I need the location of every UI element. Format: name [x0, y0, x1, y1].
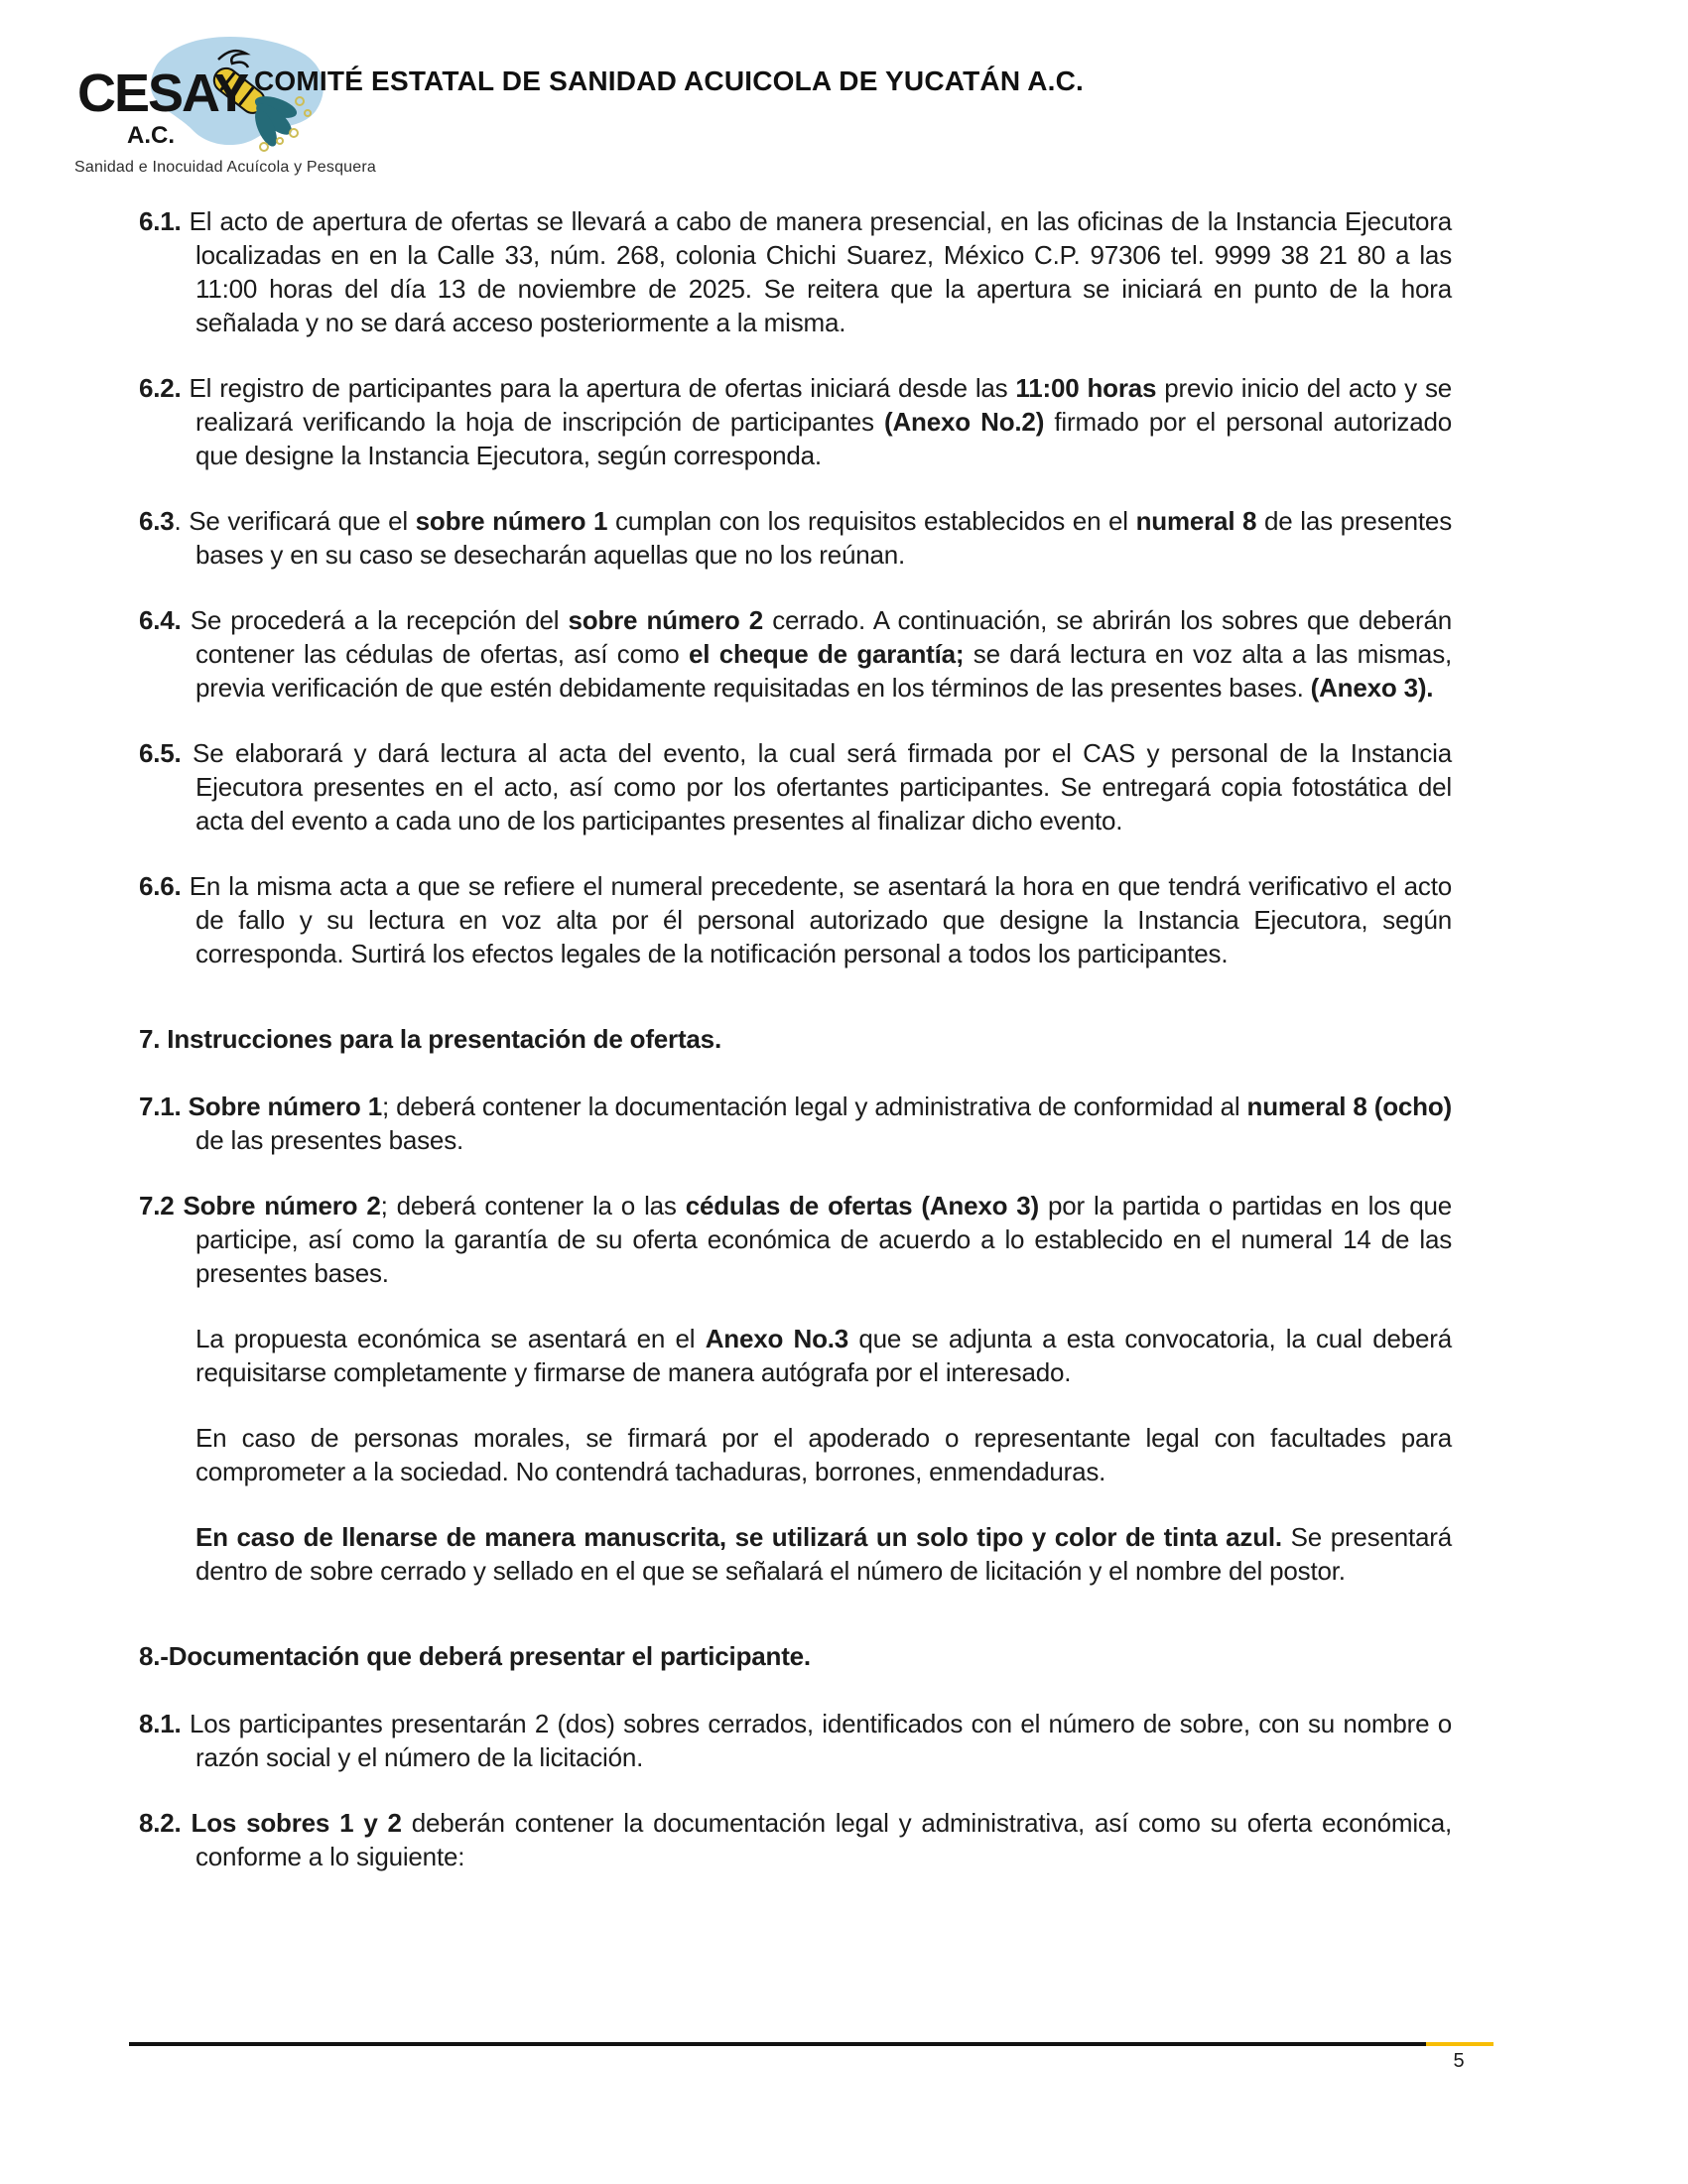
section-heading-7: 7. Instrucciones para la presentación de ofertas.: [139, 1024, 721, 1054]
logo-suffix: A.C.: [127, 122, 175, 149]
paragraph-6-2: 6.2. El registro de participantes para la apertura de ofertas iniciará desde las 11:00 horas previo inicio del acto y se realizará verificando la hoja de inscripción de participantes (Anexo No.2) firmado por el personal autorizado que designe la Instancia Ejecutora, según corresponda.: [139, 373, 1453, 470]
header: [0, 0, 1688, 177]
paragraph-6-3: 6.3. Se verificará que el sobre número 1 cumplan con los requisitos establecidos en el numeral 8 de las presentes bases y en su caso se desecharán aquellas que no los reúnan.: [139, 506, 1452, 570]
paragraph-personas-morales: En caso de personas morales, se firmará por el apoderado o representante legal con facultades para comprometer a la sociedad. No contendrá tachaduras, borrones, enmendaduras.: [195, 1423, 1452, 1486]
paragraph-propuesta-economica: La propuesta económica se asentará en el Anexo No.3 que se adjunta a esta convocatoria, la cual deberá requisitarse completamente y firmarse de manera autógrafa por el interesado.: [195, 1324, 1452, 1387]
page-number: 5: [1453, 2050, 1465, 2072]
paragraph-6-1: 6.1. El acto de apertura de ofertas se llevará a cabo de manera presencial, en las oficinas de la Instancia Ejecutora localizadas en en la Calle 33, núm. 268, colonia Chichi Suarez, México C.P. 97306 tel. 9999 38 21 80 a las 11:00 horas del día 13 de noviembre de 2025. Se reitera que la apertura se iniciará en punto de la hora señalada y no se dará acceso posteriormente a la misma.: [139, 206, 1452, 337]
page-title: COMITÉ ESTATAL DE SANIDAD ACUICOLA DE YUCATÁN A.C.: [254, 65, 1084, 96]
paragraph-7-2: 7.2 Sobre número 2; deberá contener la o las cédulas de ofertas (Anexo 3) por la partida o partidas en los que participe, así como la garantía de su oferta económica de acuerdo a lo establecido en el numeral 14 de las presentes bases.: [139, 1191, 1452, 1288]
paragraph-6-4: 6.4. Se procederá a la recepción del sobre número 2 cerrado. A continuación, se abrirán los sobres que deberán contener las cédulas de ofertas, así como el cheque de garantía; se dará lectura en voz alta a las mismas, previa verificación de que estén debidamente requisitadas en los términos de las presentes bases. (Anexo 3).: [139, 605, 1453, 703]
paragraph-7-1: 7.1. Sobre número 1; deberá contener la documentación legal y administrativa de conformidad al numeral 8 (ocho) de las presentes bases.: [139, 1092, 1452, 1155]
paragraph-llenado-manuscrito: En caso de llenarse de manera manuscrita, se utilizará un solo tipo y color de tinta azul. Se presentará dentro de sobre cerrado y sellado en el que se señalará el número de licitación y el nombre del postor.: [195, 1522, 1453, 1586]
logo-brand: CESAY: [77, 64, 248, 123]
paragraph-6-5: 6.5. Se elaborará y dará lectura al acta del evento, la cual será firmada por el CAS y personal de la Instancia Ejecutora presentes en el acto, así como por los ofertantes participantes. Se entregará copia fotostática del acta del evento a cada uno de los participantes presentes al finalizar dicho evento.: [139, 738, 1452, 835]
paragraph-8-1: 8.1. Los participantes presentarán 2 (dos) sobres cerrados, identificados con el número de sobre, con su nombre o razón social y el número de la licitación.: [139, 1709, 1452, 1772]
section-heading-8: 8.-Documentación que deberá presentar el participante.: [139, 1641, 811, 1671]
document-body: [139, 204, 1452, 1873]
paragraph-8-2: 8.2. Los sobres 1 y 2 deberán contener la documentación legal y administrativa, así como su oferta económica, conforme a lo siguiente:: [139, 1808, 1452, 1871]
logo-tagline: Sanidad e Inocuidad Acuícola y Pesquera: [74, 159, 377, 176]
paragraph-6-6: 6.6. En la misma acta a que se refiere el numeral precedente, se asentará la hora en que tendrá verificativo el acto de fallo y su lectura en voz alta por él personal autorizado que designe la Instancia Ejecutora, según corresponda. Surtirá los efectos legales de la notificación personal a todos los participantes.: [139, 871, 1452, 968]
footer-rule: [129, 2042, 1493, 2046]
